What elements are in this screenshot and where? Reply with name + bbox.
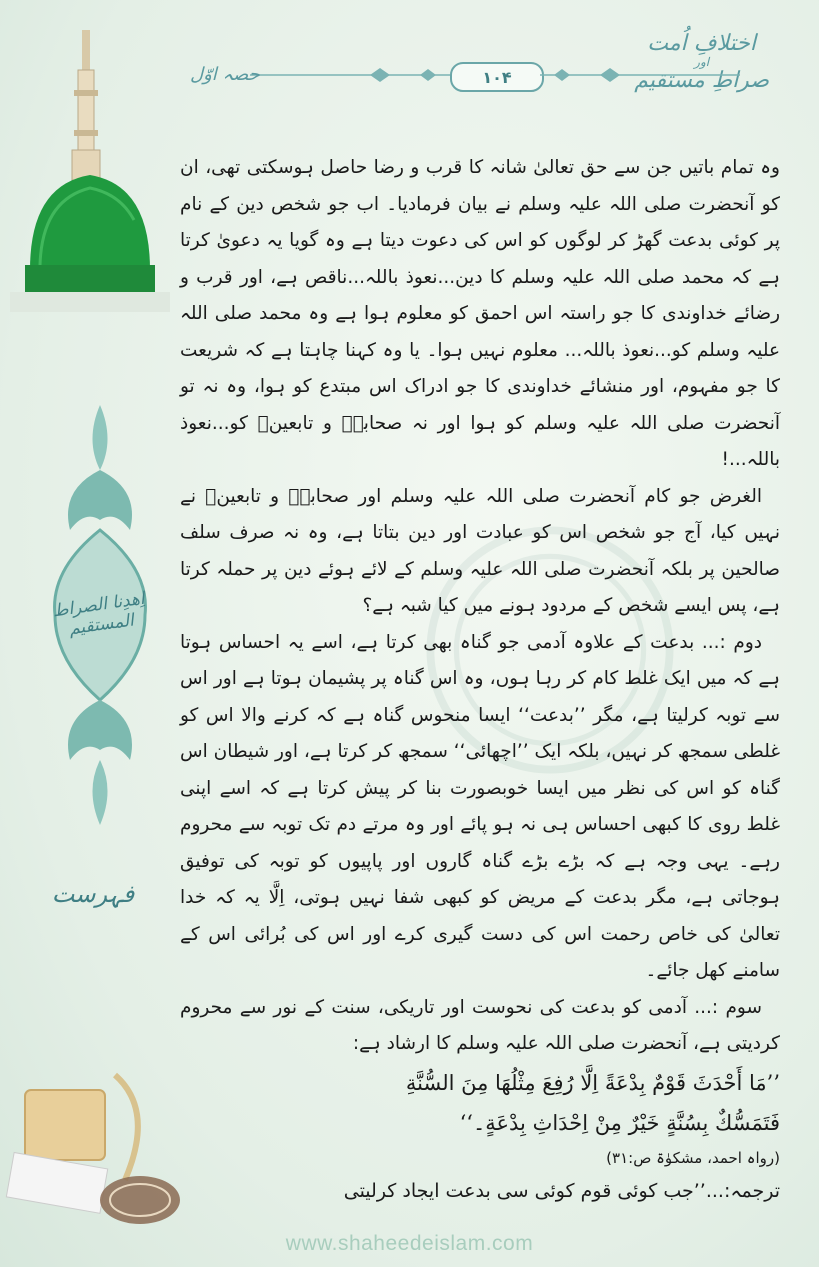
hadith-quote-line1: ’’مَا أَحْدَثَ قَوْمٌ بِدْعَةً اِلَّا رُفِعَ مِثْلُهَا مِنَ السُّنَّةِ [405,1070,780,1095]
medallion-text: اِهدِنا الصراط المستقیم [51,588,146,640]
book-title-line3: صراطِ مستقیم [634,68,769,94]
page-content [180,150,780,1209]
footer-website-url[interactable]: www.shaheedeislam.com [285,1232,534,1255]
header-ornament-left [250,66,450,84]
book-title-line2: اور [694,54,710,69]
hadith-quote-line2: فَتَمَسُّكٌ بِسُنَّةٍ خَيْرٌ مِنْ اِحْدَاثِ بِدْعَةٍ۔‘‘ [459,1110,780,1135]
page-header [180,0,819,140]
paragraph-1: وہ تمام باتیں جن سے حق تعالیٰ شانہ کا قرب و رضا حاصل ہوسکتی تھی، ان کو آنحضرت صلی اللہ علیہ وسلم نے بیان فرمادیا۔ اب جو شخص دین کے نام پر کوئی بدعت گھڑ کر لوگوں کو اس کی دعوت دیتا ہے وہ گویا یہ دعویٰ کرتا ہے کہ محمد صلی اللہ علیہ وسلم کا دین...نعوذ باللہ...ناقص ہے، اور قرب و رضائے خداوندی کا جو راستہ اس احمق کو معلوم ہوا ہے وہ محمد صلی اللہ علیہ وسلم کو...نعوذ باللہ... معلوم نہیں ہوا۔ یا وہ کہنا چاہتا ہے کہ شریعت کا جو مفہوم، اور منشائے خداوندی کا جو ادراک اس مبتدع کو ہوا، وہ نہ تو آنحضرت صلی اللہ علیہ وسلم کو ہوا اور نہ صحابہؓ و تابعینؒ کو...نعوذ باللہ...! [180,157,780,470]
header-ornament-right [540,66,740,84]
page-number: ۱۰۴ [482,67,512,87]
book-title [634,28,769,97]
paragraph-3: دوم :... بدعت کے علاوہ آدمی جو گناہ بھی کرتا ہے، اسے یہ احساس ہوتا ہے کہ میں ایک غلط کام کر رہا ہوں، وہ اس گناہ پر پشیمان ہوتا ہے اور اس سے توبہ کرلیتا ہے، مگر ’’بدعت‘‘ ایسا منحوس گناہ ہے کہ کرنے والا اس کو غلطی سمجھ کر نہیں، بلکہ ایک ’’اچھائی‘‘ سمجھ کر کرتا ہے، اور شیطان اس گناہ کو اس کی نظر میں ایسا خوبصورت بنا کر پیش کرتا ہے کہ اسے اپنی غلط روی کا کبھی احساس ہی نہ ہو پائے اور وہ مرتے دم تک توبہ سے محروم رہے۔ یہی وجہ ہے کہ بڑے بڑے گناہ گاروں اور پاپیوں کو توبہ کی توفیق ہوجاتی ہے، مگر بدعت کے مریض کو کبھی شفا نہیں ہوتی، اِلَّا یہ کہ خدا تعالیٰ کی خاص رحمت اس کی دست گیری کرے اور اس کی بُرائی اس کے سامنے کھل جائے۔ [180,631,780,981]
citation: (رواہ احمد، مشکوٰۃ ص:۳۱) [606,1148,780,1167]
part-label: حصہ اوّل [190,64,260,85]
paragraph-4: سوم :... آدمی کو بدعت کی نحوست اور تاریکی، سنت کے نور سے محروم کردیتی ہے، آنحضرت صلی اللہ علیہ وسلم کا ارشاد ہے: [180,996,780,1054]
scroll-and-quill-logo [5,1070,195,1230]
sidebar [0,0,180,1267]
book-title-line1: اختلافِ اُمت [647,31,757,56]
paragraph-2: الغرض جو کام آنحضرت صلی اللہ علیہ وسلم اور صحابہؓ و تابعینؒ نے نہیں کیا، آج جو شخص اس کو عبادت اور دین بتاتا ہے، وہ نہ صرف سلف صالحین پر بلکہ آنحضرت صلی اللہ علیہ وسلم کے لائے ہوئے دین پر حملہ کرتا ہے، پس ایسے شخص کے مردود ہونے میں کیا شبہ ہے؟ [180,485,780,616]
green-dome-minaret-image [10,20,170,320]
page-number-badge [450,62,544,92]
table-of-contents-link[interactable]: فہرست [51,880,135,908]
translation: ترجمہ:...’’جب کوئی قوم کوئی سی بدعت ایجاد کرلیتی [343,1179,780,1202]
